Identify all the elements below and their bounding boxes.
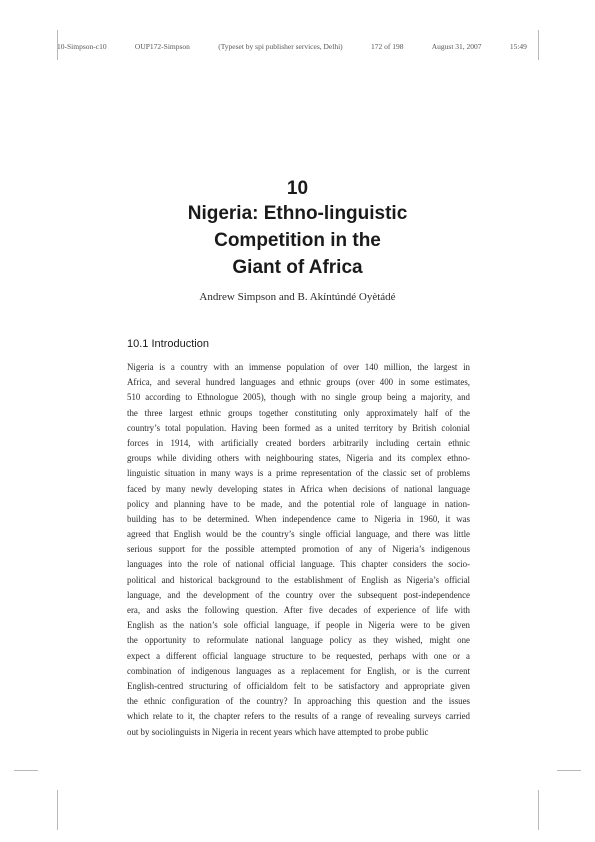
body-line: building has to be determined. When independence came to Nigeria in 1960, it was bbox=[127, 513, 470, 524]
chapter-number: 10 bbox=[286, 178, 309, 199]
body-line: political and historical background to the establishment of English as Nigeria’s official bbox=[127, 574, 470, 585]
crop-mark-top-right bbox=[538, 30, 539, 60]
body-line: Nigeria is a country with an immense population of over 140 million, the largest in bbox=[127, 362, 470, 372]
body-line: policy and planning have to be made, and the potential role of language in nation- bbox=[127, 498, 470, 509]
body-line: country’s total population. Having been formed as a united territory by British colonial bbox=[127, 422, 470, 433]
header-typeset-note: (Typeset by spi publisher services, Delhi) bbox=[218, 42, 343, 51]
body-line: era, and asks the following question. After five decades of experience of life with bbox=[127, 605, 470, 615]
header-file-id: 10-Simpson-c10 bbox=[57, 42, 107, 51]
body-line: English as the nation’s sole official language, if people in Nigeria were to be given bbox=[127, 620, 470, 631]
body-line: combination of indigenous languages as a replacement for English, or is the current bbox=[127, 665, 470, 676]
typesetting-header bbox=[57, 42, 527, 51]
body-line: out by sociolinguists in Nigeria in recent years which have attempted to probe public bbox=[127, 726, 429, 737]
body-line: which relate to it, the chapter refers to the results of a range of revealing surveys carried bbox=[127, 711, 470, 722]
crop-mark-bottom-left bbox=[14, 770, 38, 771]
body-line: faced by many newly developing states in Africa when decisions of national language bbox=[127, 483, 470, 494]
crop-mark-bottom-left-vertical bbox=[57, 790, 58, 830]
section-heading: 10.1 Introduction bbox=[127, 338, 209, 350]
body-line: serious support for the possible attempted promotion of any of Nigeria’s indigenous bbox=[127, 544, 470, 555]
body-line: Africa, and several hundred languages and ethnic groups (over 400 in some estimates, bbox=[127, 377, 470, 388]
body-line: English-centred structuring of officialdom felt to be satisfactory and appropriate given bbox=[127, 680, 470, 691]
header-date: August 31, 2007 bbox=[431, 42, 482, 51]
body-line: the opportunity to reformulate national language policy as they wished, might one bbox=[127, 635, 470, 646]
body-line: groups while dividing others with neighbouring states, Nigeria and its complex ethno- bbox=[127, 453, 470, 464]
chapter-title-line-1: Nigeria: Ethno-linguistic bbox=[187, 203, 408, 224]
body-line: 510 according to Ethnologue 2005), though with no single group being a majority, and bbox=[127, 392, 470, 403]
header-time: 15:49 bbox=[509, 42, 527, 51]
chapter-title-line-3: Giant of Africa bbox=[232, 257, 363, 278]
body-line: the three largest ethnic groups together constituting only approximately half of the bbox=[127, 407, 470, 418]
crop-mark-bottom-right bbox=[557, 770, 581, 771]
body-line: the ethnic configuration of the country? In approaching this question and the issues bbox=[127, 696, 470, 707]
body-line: agreed that English would be the country’s single official language, and there was little bbox=[127, 529, 470, 540]
chapter-authors: Andrew Simpson and B. Akíntúndé Oyètádé bbox=[199, 291, 396, 303]
body-paragraph bbox=[127, 360, 470, 740]
body-line: expect a different official language structure to be requested, perhaps with one or a bbox=[127, 650, 470, 661]
crop-mark-bottom-right-vertical bbox=[538, 790, 539, 830]
body-line: forces in 1914, with artificially created borders arbitrarily including certain ethnic bbox=[127, 437, 470, 448]
body-line: languages into the role of national official language. This chapter considers the socio- bbox=[127, 559, 470, 570]
body-line: linguistic situation in many ways is a prime representation of the classic set of problems bbox=[127, 468, 470, 479]
chapter-title-line-2: Competition in the bbox=[214, 230, 381, 251]
header-project-code: OUP172-Simpson bbox=[134, 42, 190, 51]
header-page-count: 172 of 198 bbox=[370, 42, 404, 51]
body-line: language, and the development of the country over the subsequent post-independence bbox=[127, 589, 470, 600]
